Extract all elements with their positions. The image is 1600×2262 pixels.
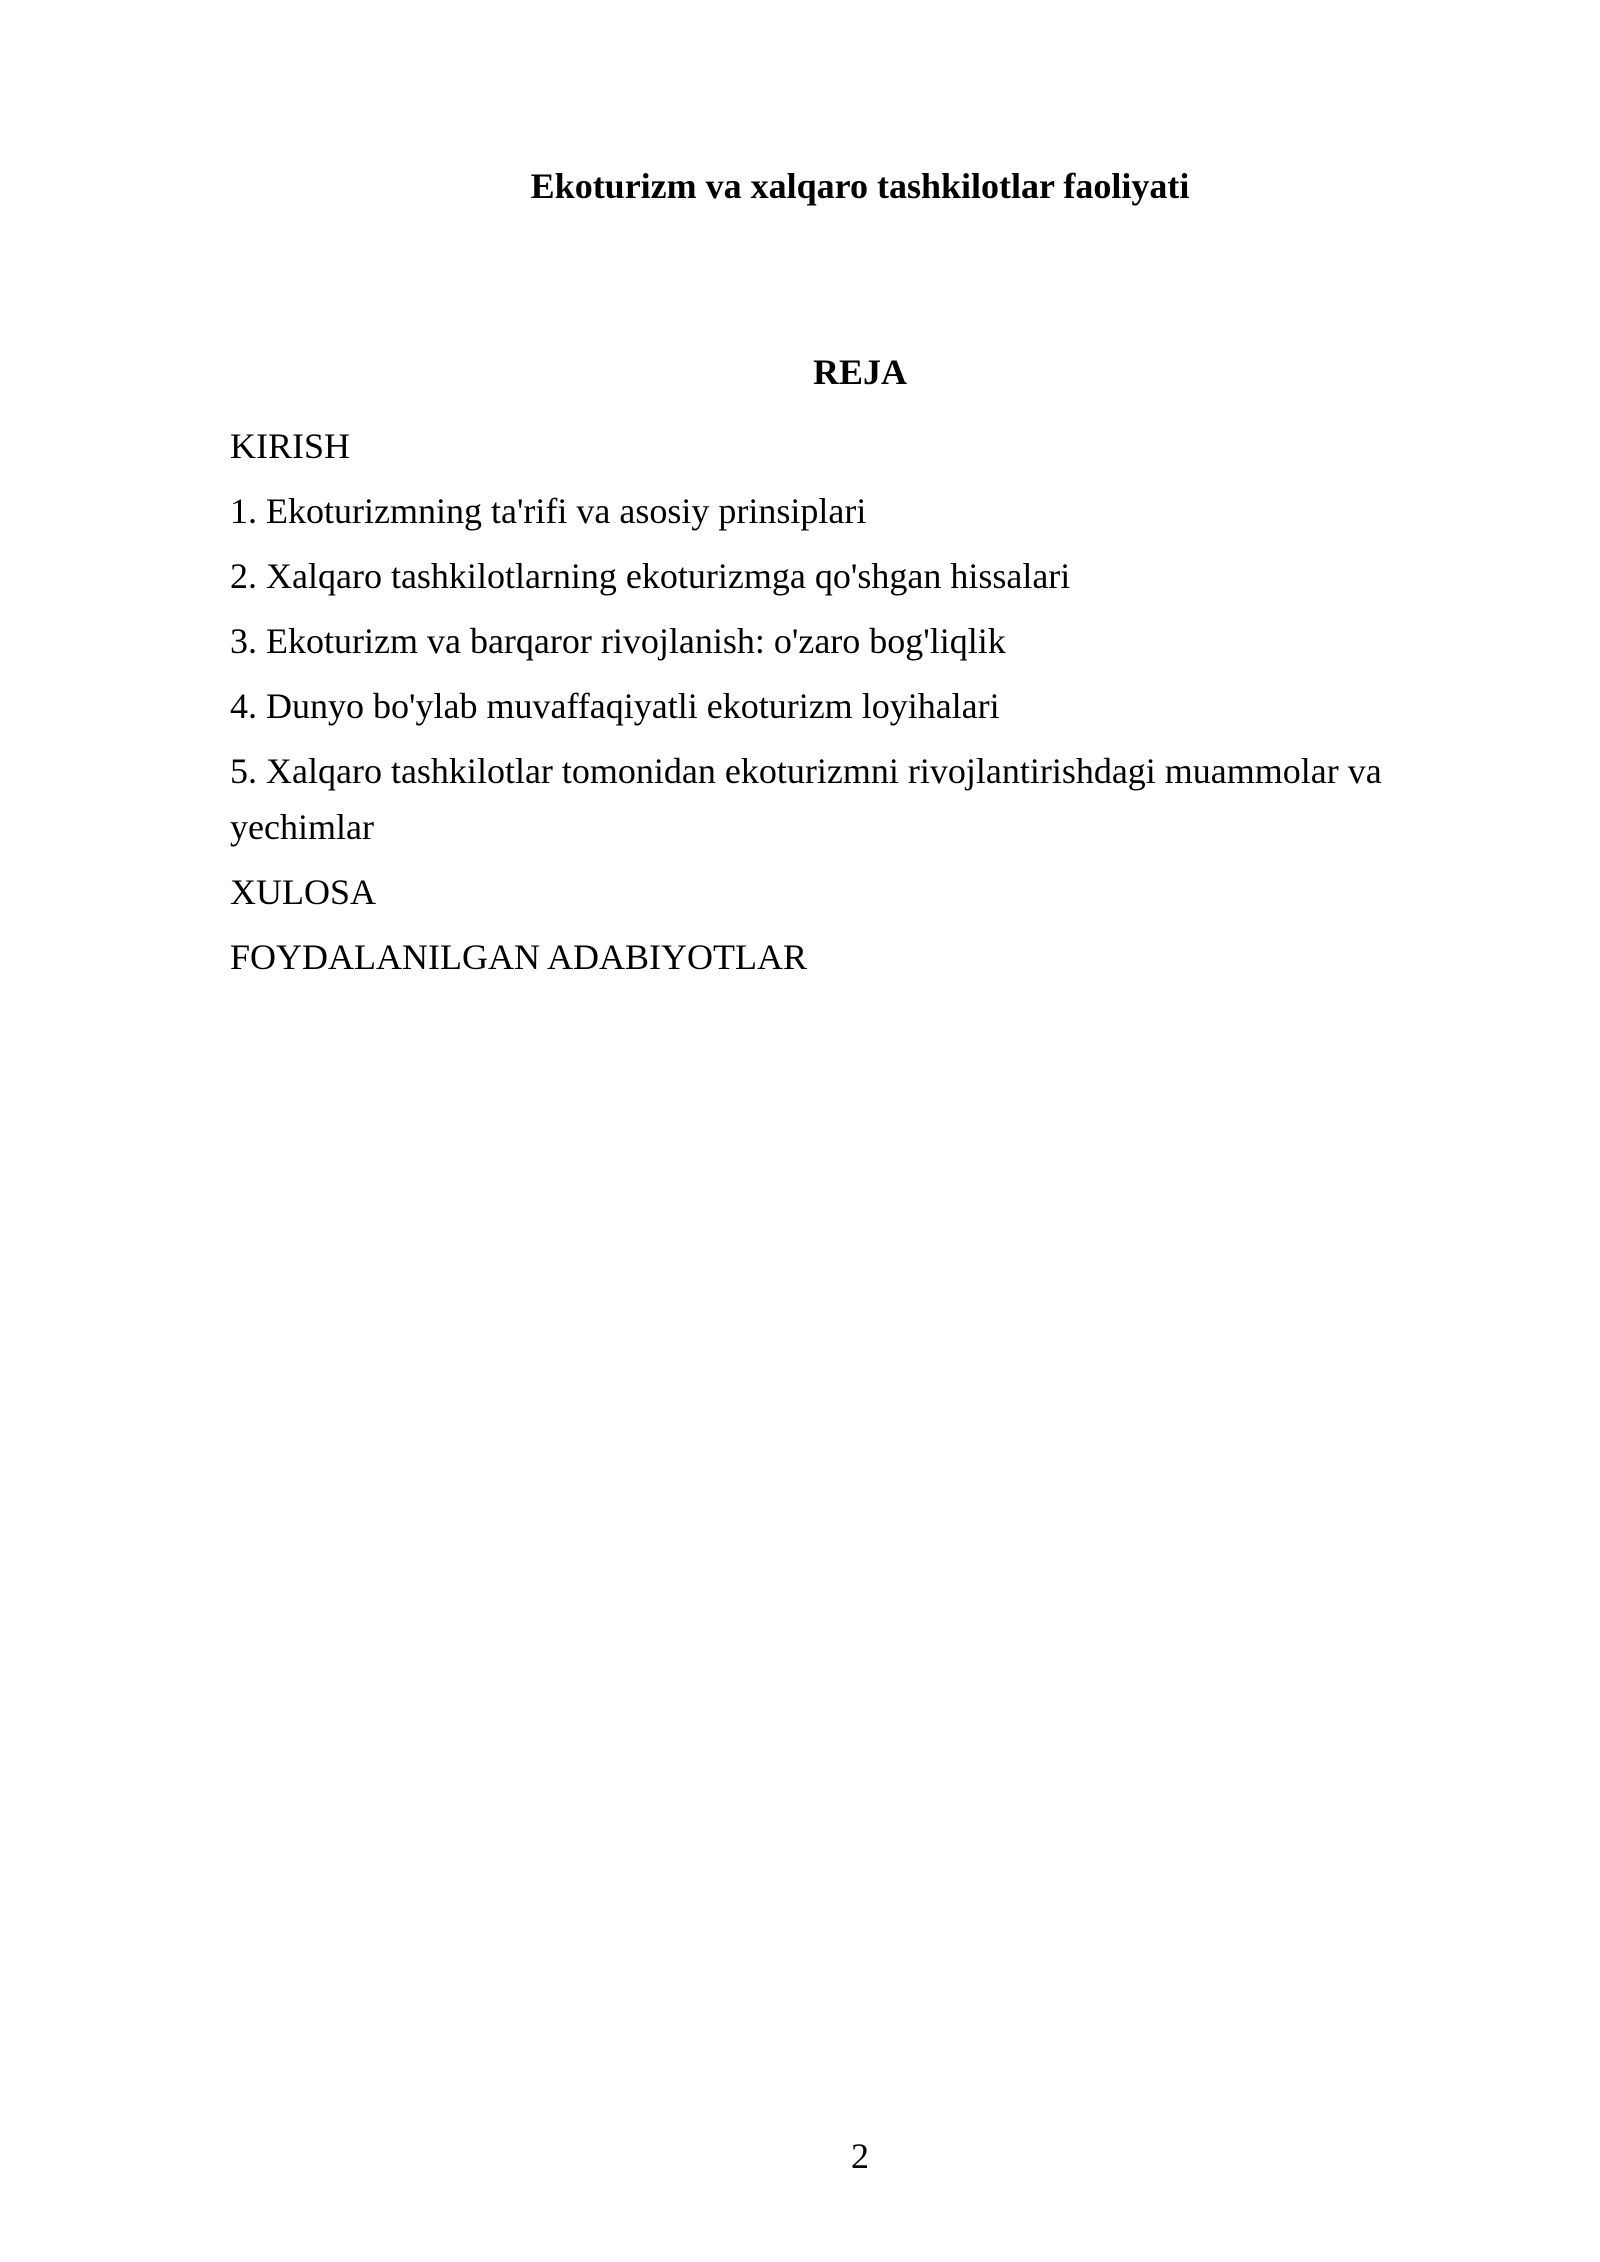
page-number: 2 [851,2136,869,2176]
toc-item-1: 1. Ekoturizmning ta'rifi va asosiy prinsiplari [230,491,867,531]
table-of-contents [230,418,1450,994]
toc-item-2: 2. Xalqaro tashkilotlarning ekoturizmga qo'shgan hissalari [230,556,1071,596]
toc-item-5: 5. Xalqaro tashkilotlar tomonidan ekoturizmni rivojlantirishdagi muammolar va yechimlar [230,751,1382,847]
toc-item-conclusion: XULOSA [230,872,377,912]
document-title: Ekoturizm va xalqaro tashkilotlar faoliyati [530,166,1190,206]
toc-item-4: 4. Dunyo bo'ylab muvaffaqiyatli ekoturizm loyihalari [230,686,1000,726]
plan-heading: REJA [812,352,907,392]
toc-item-introduction: KIRISH [230,426,351,466]
toc-item-references: FOYDALANILGAN ADABIYOTLAR [230,937,807,977]
toc-item-3: 3. Ekoturizm va barqaror rivojlanish: o'zaro bog'liqlik [230,621,1006,661]
